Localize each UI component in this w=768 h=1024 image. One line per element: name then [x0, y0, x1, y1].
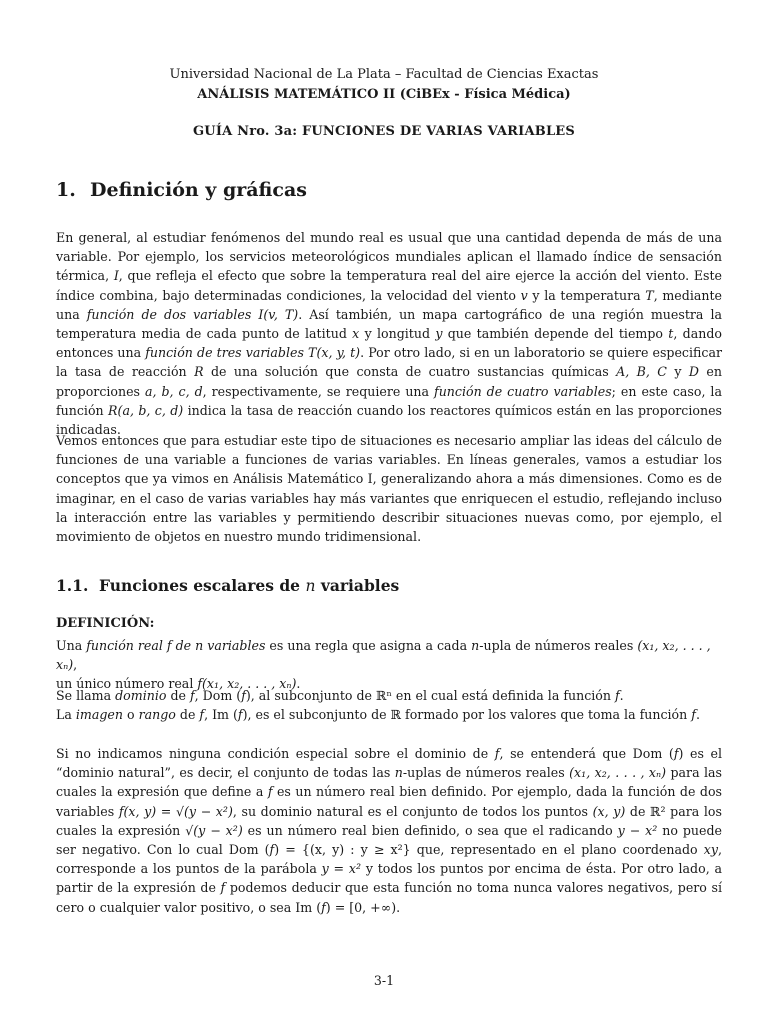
text-run: En general, al estudiar fenómenos del mundo real es usual que una cantidad dependa de más de una variable. Por ejemplo, los servicios meteorológicos mundiales aplican el llamado índice de sensación térmica, [56, 230, 722, 284]
text-run: La [56, 707, 76, 723]
text-run: no puede ser negativo. Con lo cual Dom ( [56, 822, 722, 858]
math-run: f [220, 880, 226, 896]
text-run: de ℝ² para los cuales la expresión [56, 803, 722, 838]
text-run: de una solución que consta de cuatro sustancias químicas [203, 364, 617, 380]
math-run: v [520, 287, 528, 303]
text-run: , respectivamente, se requiere una [202, 383, 435, 399]
emphasis-run: función real f de n variables [86, 638, 266, 653]
text-run: y [666, 364, 689, 380]
math-run: (x₁, x₂, . . . , xₙ) [569, 765, 667, 781]
emphasis-run: imagen [75, 707, 123, 723]
text-run: -upla de números reales [479, 638, 638, 653]
math-run: R [194, 364, 204, 380]
text-run: que también depende del tiempo [442, 326, 669, 342]
text-run: ; en este caso, la función [56, 383, 722, 418]
math-run: y − x² [617, 822, 658, 838]
text-run: . [619, 688, 624, 703]
text-run: , Im ( [204, 707, 238, 723]
text-run: . Por otro lado, si en un laboratorio se quiere especificar la tasa de reacción [56, 345, 722, 380]
text-run: Se llama [56, 688, 116, 703]
text-run: , [73, 657, 78, 673]
math-run: f(x, y) = √(y − x²) [118, 803, 233, 819]
math-run: √(y − x²) [185, 822, 243, 838]
emphasis-run: dominio [115, 688, 167, 703]
text-run: ) es el “dominio natural”, es decir, el conjunto de todas las [56, 746, 723, 781]
text-run: ), es el subconjunto de ℝ formado por los valores que toma la función [242, 707, 692, 723]
math-run: f [189, 688, 195, 703]
math-run: A, B, C [616, 364, 667, 380]
text-run: o [122, 707, 139, 723]
guide-title: GUÍA Nro. 3a: FUNCIONES DE VARIAS VARIABLES [193, 124, 575, 139]
section-title: Definición y gráficas [90, 179, 307, 201]
paragraph-3 [56, 744, 722, 917]
definition-heading: DEFINICIÓN: [56, 616, 155, 631]
paragraph-2: Vemos entonces que para estudiar este tipo de situaciones es necesario ampliar las ideas del cálculo de funciones de una variable a funciones de varias variables. En líneas generales, vamos a estudiar los conceptos que ya vimos en Análisis Matemático I, generalizando ahora a más dimensiones. Como es de imaginar, en el caso de varias variables hay más variantes que enriquecen el estudio, reflejando incluso la interacción entre las variables y permitiendo describir situaciones nuevas como, por ejemplo, el movimiento de objetos en nuestro mundo tridimensional. [56, 433, 722, 545]
math-run: f [494, 746, 500, 761]
text-run: es una regla que asigna a cada [265, 638, 472, 653]
text-run: un único número real [56, 676, 198, 692]
math-run: n [394, 765, 403, 781]
text-run: . [296, 676, 301, 692]
definition-body [56, 636, 722, 694]
text-run: para las cuales la expresión que define a [56, 765, 723, 800]
math-run: f [267, 784, 273, 800]
course-title: ANÁLISIS MATEMÁTICO II (CiBEx - Física Médica) [197, 87, 571, 102]
text-run: podemos deducir que esta función no toma nunca valores negativos, pero sí cero o cualquier valor positivo, o sea Im ( [56, 880, 722, 915]
emphasis-run: función de tres variables T(x, y, t) [145, 345, 361, 361]
text-run: es un número real bien definido, o sea que el radicando [242, 822, 618, 838]
text-run: de [166, 688, 190, 703]
text-run: . [695, 707, 700, 723]
math-run: n [471, 638, 480, 653]
page-number: 3-1 [373, 973, 395, 988]
text-run: ) = {(x, y) : y ≥ x²} que, representado en el plano coordenado [274, 842, 704, 858]
math-run: f [237, 707, 243, 723]
subsection-title-n: n [305, 577, 316, 595]
math-run: (x, y) [592, 803, 626, 819]
subsection-title-a: Funciones escalares de [99, 576, 306, 595]
math-run: R(a, b, c, d) [108, 402, 184, 418]
math-run: y = x² [321, 861, 362, 877]
section-heading [56, 179, 307, 201]
text-run: de [175, 707, 200, 723]
definition-line-1 [56, 636, 722, 674]
subsection-title-b: variables [315, 576, 400, 595]
math-run: f [269, 842, 275, 858]
math-run: xy [703, 842, 718, 858]
paragraph-1 [56, 228, 722, 439]
image-line [56, 705, 722, 724]
math-run: f [199, 707, 205, 723]
text-run: y todos los puntos por encima de ésta. Por otro lado, a partir de la expresión de [56, 861, 722, 896]
text-run: , se entenderá que Dom ( [499, 746, 674, 761]
math-run: f [691, 707, 696, 723]
math-run: f(x₁, x₂, . . . , xₙ) [197, 676, 297, 692]
emphasis-run: función de cuatro variables [434, 383, 612, 399]
domain-definition [56, 686, 722, 724]
text-run: , mediante una [56, 287, 722, 322]
text-run: -uplas de números reales [402, 765, 570, 781]
math-run: y [435, 326, 443, 342]
text-run: y la temperatura [527, 287, 646, 303]
text-run: ) = [0, +∞). [325, 899, 401, 915]
emphasis-run: función de dos variables I(v, T) [86, 306, 299, 322]
text-run: . Así también, un mapa cartográfico de una región muestra la temperatura media de cada punto de latitud [56, 306, 722, 342]
math-run: a, b, c, d [145, 383, 203, 399]
text-run: , que refleja el efecto que sobre la temperatura real del aire ejerce la acción del viento. Este índice combina, bajo determinadas condiciones, la velocidad del viento [56, 268, 722, 303]
text-run: Si no indicamos ninguna condición especial sobre el dominio de [56, 746, 495, 761]
math-run: f [673, 746, 679, 761]
text-run: , corresponde a los puntos de la parábola [56, 842, 722, 877]
math-run: f [241, 688, 246, 703]
text-run: y longitud [359, 326, 436, 342]
text-run: es un número real bien definido. Por ejemplo, dada la función de dos variables [56, 784, 722, 819]
text-run: en proporciones [56, 364, 722, 399]
math-run: T [645, 287, 654, 303]
math-run: t [668, 326, 674, 342]
domain-line [56, 686, 722, 705]
math-run: I [113, 268, 119, 284]
math-run: (x₁, x₂, . . . , xₙ) [56, 638, 711, 673]
text-run: , su dominio natural es el conjunto de todos los puntos [232, 803, 593, 819]
emphasis-run: rango [138, 707, 176, 723]
subsection-heading [56, 576, 399, 595]
math-run: f [615, 688, 620, 703]
subsection-number: 1.1. [56, 576, 89, 595]
text-run: , Dom ( [194, 688, 242, 703]
math-run: f [321, 899, 326, 915]
section-number: 1. [56, 179, 76, 201]
text-run: , dando entonces una [56, 326, 722, 361]
math-run: D [688, 364, 700, 380]
math-run: x [352, 326, 360, 342]
text-run: ), al subconjunto de ℝⁿ en el cual está definida la función [245, 688, 615, 703]
text-run: Una [56, 638, 87, 653]
institution-line: Universidad Nacional de La Plata – Facultad de Ciencias Exactas [169, 67, 599, 82]
text-run: indica la tasa de reacción cuando los reactores químicos están en las proporciones indicadas. [56, 402, 722, 438]
